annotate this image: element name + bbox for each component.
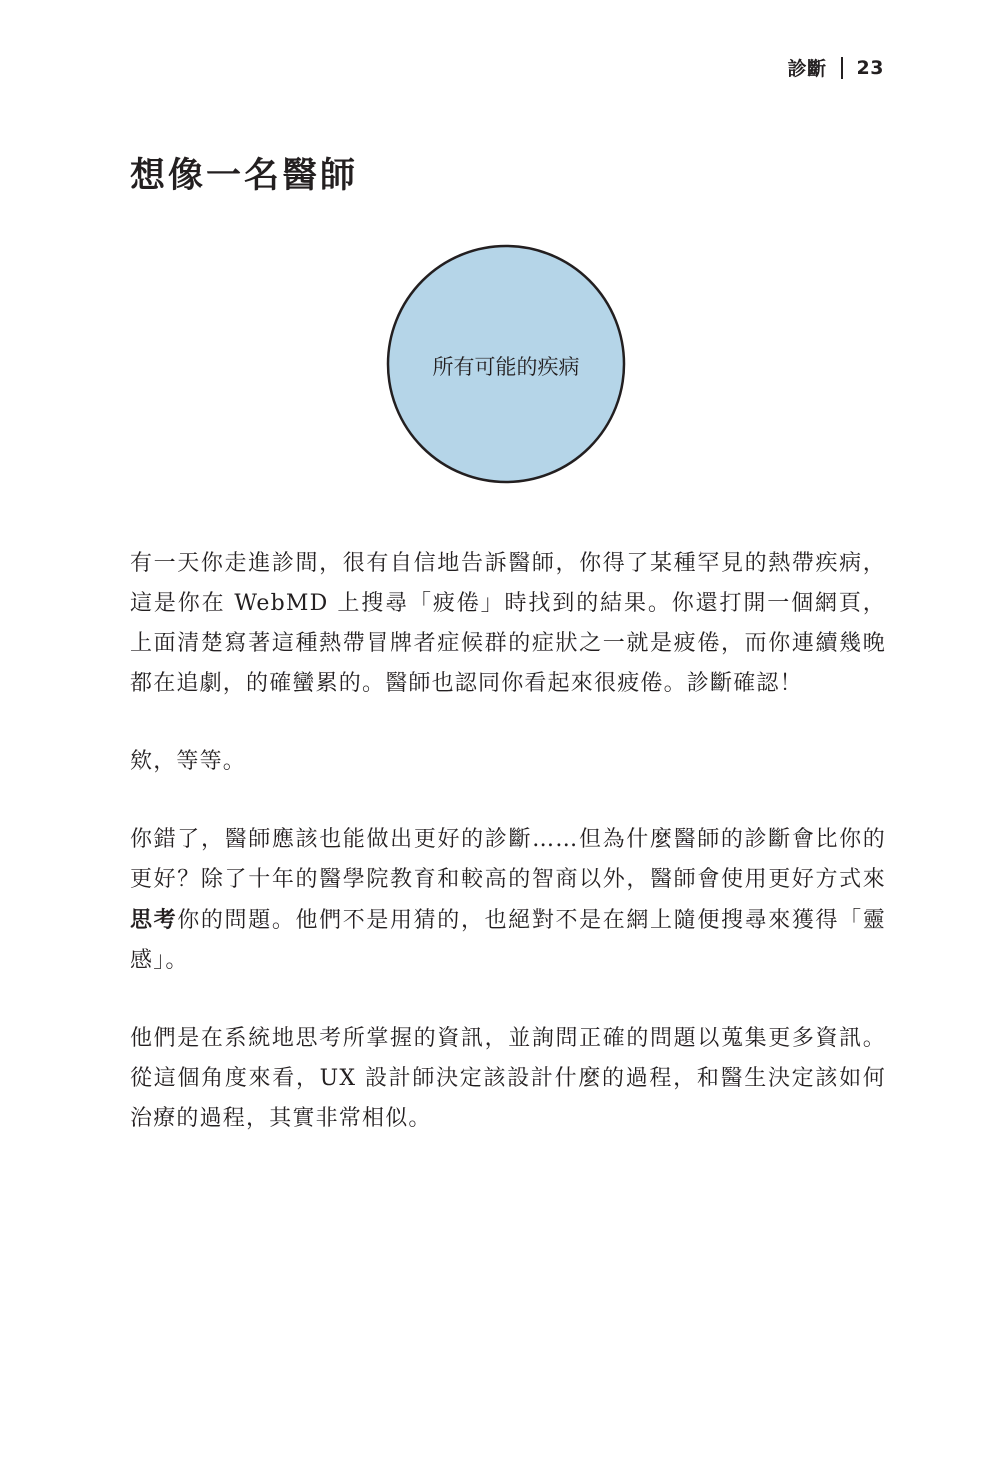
paragraph-systematic: 他們是在系統地思考所掌握的資訊，並詢問正確的問題以蒐集更多資訊。從這個角度來看，UX 設計師決定該設計什麼的過程，和醫生決定該如何治療的過程，其實非常相似。 [130, 1026, 886, 1131]
header-divider [841, 57, 843, 79]
running-header [788, 54, 884, 81]
diagram-figure [386, 244, 626, 484]
body-text [130, 544, 886, 1177]
paragraph-3-part-1: 你錯了，醫師應該也能做出更好的診斷……但為什麼醫師的診斷會比你的更好？除了十年的醫學院教育和較高的智商以外，醫師會使用更好方式來 [130, 827, 886, 892]
section-title: 想像一名醫師 [130, 156, 359, 196]
paragraph-intro: 有一天你走進診間，很有自信地告訴醫師，你得了某種罕見的熱帶疾病，這是你在 WebMD 上搜尋「疲倦」時找到的結果。你還打開一個網頁，上面清楚寫著這種熱帶冒牌者症候群的症狀之一就是疲倦，而你連續幾晚都在追劇，的確蠻累的。醫師也認同你看起來很疲倦。診斷確認！ [130, 551, 886, 696]
emphasis-think: 思考 [130, 907, 178, 933]
chapter-name: 診斷 [787, 58, 827, 80]
diagram-svg [386, 244, 626, 484]
paragraph-wait: 欸，等等。 [130, 749, 247, 774]
paragraph-3-part-2: 你的問題。他們不是用猜的，也絕對不是在網上隨便搜尋來獲得「靈感」。 [130, 908, 886, 973]
page-number: 23 [856, 56, 884, 79]
paragraph-doctor-better [130, 820, 886, 981]
circle-label: 所有可能的疾病 [432, 355, 580, 379]
